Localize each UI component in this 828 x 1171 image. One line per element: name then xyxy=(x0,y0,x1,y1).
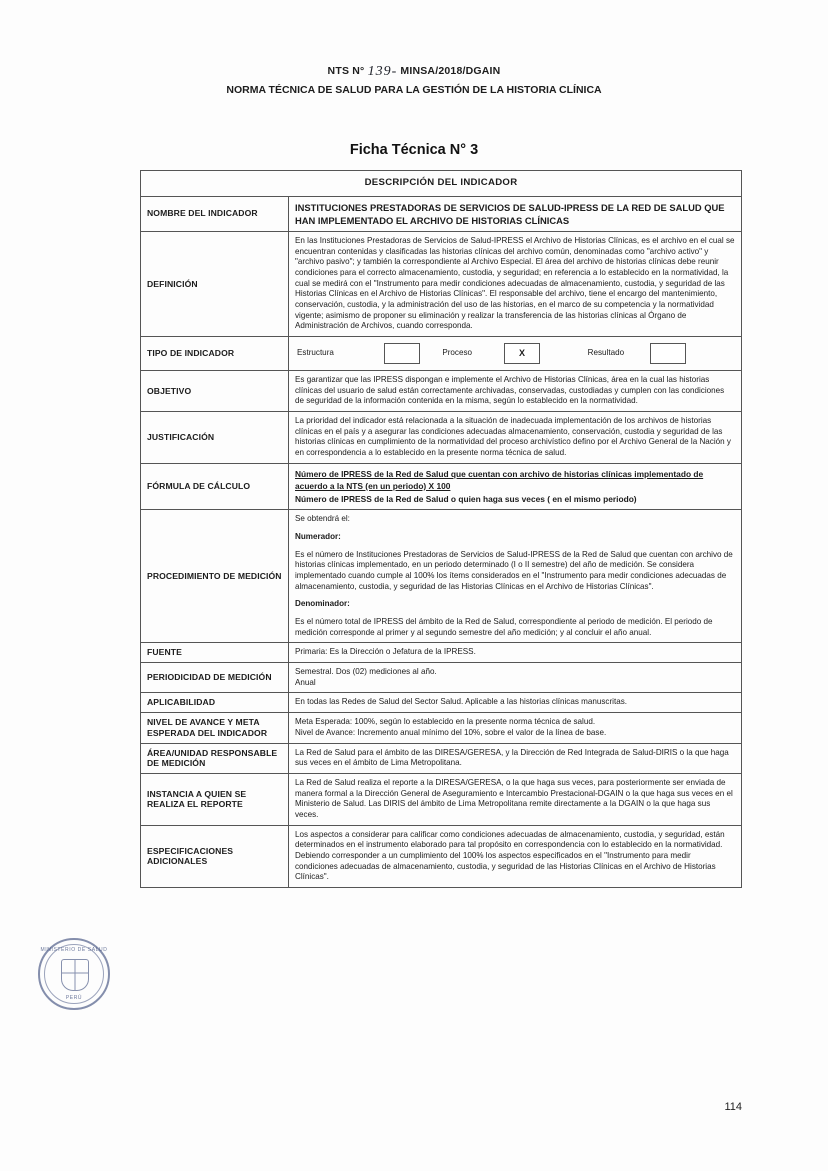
seal-text-bottom: PERÚ xyxy=(65,995,83,1001)
periodicidad-line-2: Anual xyxy=(295,677,316,687)
value-tipo-indicador xyxy=(289,337,742,371)
table-row-tipo-indicador xyxy=(141,337,742,371)
label-aplicabilidad: APLICABILIDAD xyxy=(141,693,289,713)
table-row-objetivo xyxy=(141,371,742,412)
tipo-option-resultado-label: Resultado xyxy=(587,348,625,358)
table-row-justificacion xyxy=(141,412,742,464)
label-procedimiento-medicion: PROCEDIMIENTO DE MEDICIÓN xyxy=(141,510,289,643)
table-row-periodicidad xyxy=(141,663,742,693)
table-row-definicion xyxy=(141,231,742,336)
table-row-banner xyxy=(141,171,742,197)
table-row-nombre xyxy=(141,196,742,231)
norma-title: NORMA TÉCNICA DE SALUD PARA LA GESTIÓN DE LA HISTORIA CLÍNICA xyxy=(226,84,602,96)
tipo-option-resultado-checkbox[interactable] xyxy=(650,343,686,364)
nts-number-handwritten: 139- xyxy=(367,64,398,79)
table-row-procedimiento xyxy=(141,510,742,643)
tipo-option-estructura-checkbox[interactable] xyxy=(384,343,420,364)
procedimiento-numerador-text: Es el número de Instituciones Prestadoras de Servicios de Salud-IPRESS de la Red de Salud que cuentan con archivo de historias clínicas implementado, en un periodo determinado (I o II semestre) del año de medición. Se considera implementado cuando cumple al 100% los ítems considerados en el "Instrumento para medir condiciones adecuadas de almacenamiento, custodia, y seguridad de las Historias Clínicas en el Archivo de Historias Clínicas". xyxy=(295,549,733,591)
page-number: 114 xyxy=(724,1101,742,1113)
label-fuente: FUENTE xyxy=(141,643,289,663)
nivel-avance-line-1: Meta Esperada: 100%, según lo establecido en la presente norma técnica de salud. xyxy=(295,717,596,727)
tipo-option-estructura[interactable] xyxy=(297,343,442,364)
table-row-formula xyxy=(141,463,742,510)
tipo-option-proceso-label: Proceso xyxy=(442,348,473,358)
value-instancia-reporte: La Red de Salud realiza el reporte a la DIRESA/GERESA, o la que haga sus veces, para posteriormente ser enviada de manera formal a la Dirección General de Aseguramiento e Intercambio Prestacional-DGAIN o la que haga sus veces en el Ministerio de Salud. Las DIRIS del ámbito de Lima Metropolitana remite directamente a la DGAIN o la que haga sus veces. xyxy=(289,774,742,826)
coat-of-arms-icon xyxy=(61,959,89,991)
table-row-aplicabilidad xyxy=(141,693,742,713)
procedimiento-numerador-heading: Numerador: xyxy=(295,531,341,541)
value-nivel-avance xyxy=(289,713,742,743)
table-row-nivel-avance xyxy=(141,713,742,743)
value-especificaciones-adicionales: Los aspectos a considerar para calificar como condiciones adecuadas de almacenamiento, custodia, y seguridad, están determinados en el instrumento elaborado para tal propósito en correspondencia con lo establecido en la normatividad. Debiendo corresponder a un cumplimiento del 100% los aspectos especificados en el "Instrumento para medir condiciones adecuadas de almacenamiento, custodia, y seguridad de las Historias Clínicas en el Archivo de Historias Clínicas". xyxy=(289,825,742,887)
nts-suffix: MINSA/2018/DGAIN xyxy=(400,65,501,77)
label-tipo-indicador: TIPO DE INDICADOR xyxy=(141,337,289,371)
periodicidad-line-1: Semestral. Dos (02) mediciones al año. xyxy=(295,667,437,677)
procedimiento-intro: Se obtendrá el: xyxy=(295,514,350,524)
value-fuente: Primaria: Es la Dirección o Jefatura de la IPRESS. xyxy=(289,643,742,663)
formula-denominator: Número de IPRESS de la Red de Salud o quien haga sus veces ( en el mismo periodo) xyxy=(295,494,637,505)
tipo-option-estructura-label: Estructura xyxy=(297,348,334,358)
table-row-instancia-reporte xyxy=(141,774,742,826)
label-instancia-reporte: INSTANCIA A QUIEN SE REALIZA EL REPORTE xyxy=(141,774,289,826)
value-definicion: En las Instituciones Prestadoras de Servicios de Salud-IPRESS el Archivo de Historias Clínicas, es el archivo en el cual se encuentran contenidas y clasificadas las historias clínicas del archivo común, denominadas como "archivo activo" y "archivo pasivo"; y también la correspondiente al Archivo Especial. El área del archivo de historias clínicas debe reunir condiciones para el correcto almacenamiento, custodia, y seguridad; en referencia a lo establecido en la normatividad, la cual se medirá con el "Instrumento para medir condiciones adecuadas de almacenamiento, custodia, y seguridad de las Historias Clínicas en el Archivo de Historias Clínicas". El responsable del archivo, tiene el encargo del mantenimiento, conservación, custodia, y la administración del uso de las historias, en el marco de su competencia y la normatividad vigente; asimismo de proponer su eliminación y realizar la transferencia de las historias clínicas al Órgano de Administración de Archivos, cuando corresponda. xyxy=(289,231,742,336)
table-row-especificaciones xyxy=(141,825,742,887)
tipo-option-resultado[interactable] xyxy=(588,343,733,364)
official-seal-stamp xyxy=(38,938,110,1010)
label-especificaciones-adicionales: ESPECIFICACIONES ADICIONALES xyxy=(141,825,289,887)
procedimiento-denominador-text: Es el número total de IPRESS del ámbito de la Red de Salud, correspondiente al periodo de medición. El periodo de medición corresponde al primer y al segundo semestre del año medición; y al concluir el año anual. xyxy=(295,616,713,637)
table-row-area-responsable xyxy=(141,743,742,773)
table-row-fuente xyxy=(141,643,742,663)
procedimiento-denominador-heading: Denominador: xyxy=(295,599,350,609)
tipo-option-proceso[interactable] xyxy=(442,343,587,364)
tipo-option-proceso-checkbox[interactable]: X xyxy=(504,343,540,364)
label-periodicidad-medicion: PERIODICIDAD DE MEDICIÓN xyxy=(141,663,289,693)
nivel-avance-line-2: Nivel de Avance: Incremento anual mínimo del 10%, sobre el valor de la línea de base. xyxy=(295,727,607,737)
label-definicion: DEFINICIÓN xyxy=(141,231,289,336)
value-nombre-indicador: INSTITUCIONES PRESTADORAS DE SERVICIOS DE SALUD-IPRESS DE LA RED DE SALUD QUE HAN IMPLEMENTADO EL ARCHIVO DE HISTORIAS CLÍNICAS xyxy=(289,196,742,231)
seal-text-top: MINISTERIO DE SALUD xyxy=(40,947,108,953)
label-area-responsable: ÁREA/UNIDAD RESPONSABLE DE MEDICIÓN xyxy=(141,743,289,773)
value-justificacion: La prioridad del indicador está relacionada a la situación de inadecuada implementación de los archivos de historias clínicas en el país y a asegurar las condiciones adecuadas almacenamiento, conservación, custodia y seguridad de las historias clínicas en cumplimiento de la normatividad del proceso archivístico defino por el Archivo General de la Nación y en correspondencia a lo establecido en la presente norma técnica de salud. xyxy=(289,412,742,464)
table-banner: DESCRIPCIÓN DEL INDICADOR xyxy=(141,171,742,197)
label-nivel-avance: NIVEL DE AVANCE Y META ESPERADA DEL INDICADOR xyxy=(141,713,289,743)
value-periodicidad-medicion xyxy=(289,663,742,693)
nts-code-line xyxy=(0,64,828,80)
label-nombre-indicador: NOMBRE DEL INDICADOR xyxy=(141,196,289,231)
value-procedimiento-medicion xyxy=(289,510,742,643)
page-title: Ficha Técnica N° 3 xyxy=(349,142,479,158)
indicator-table xyxy=(140,170,742,888)
value-objetivo: Es garantizar que las IPRESS dispongan e implemente el Archivo de Historias Clínicas, área en la cual las historias clínicas del usuario de salud están correctamente archivadas, conservadas, custodiadas y cumplen con las condiciones de seguridad de la información contenida en la misma, según lo establecido en la normatividad. xyxy=(289,371,742,412)
document-header xyxy=(0,64,828,96)
label-formula-calculo: FÓRMULA DE CÁLCULO xyxy=(141,463,289,510)
label-objetivo: OBJETIVO xyxy=(141,371,289,412)
value-formula-calculo xyxy=(289,463,742,510)
value-area-responsable: La Red de Salud para el ámbito de las DIRESA/GERESA, y la Dirección de Red Integrada de Salud-DIRIS o la que haga sus veces en el ámbito de Lima Metropolitana. xyxy=(289,743,742,773)
nts-prefix: NTS N° xyxy=(327,65,365,77)
label-justificacion: JUSTIFICACIÓN xyxy=(141,412,289,464)
formula-numerator: Número de IPRESS de la Red de Salud que cuentan con archivo de historias clínicas implementado de acuerdo a la NTS (en un periodo) X 100 xyxy=(295,468,704,491)
value-aplicabilidad: En todas las Redes de Salud del Sector Salud. Aplicable a las historias clínicas manuscritas. xyxy=(289,693,742,713)
